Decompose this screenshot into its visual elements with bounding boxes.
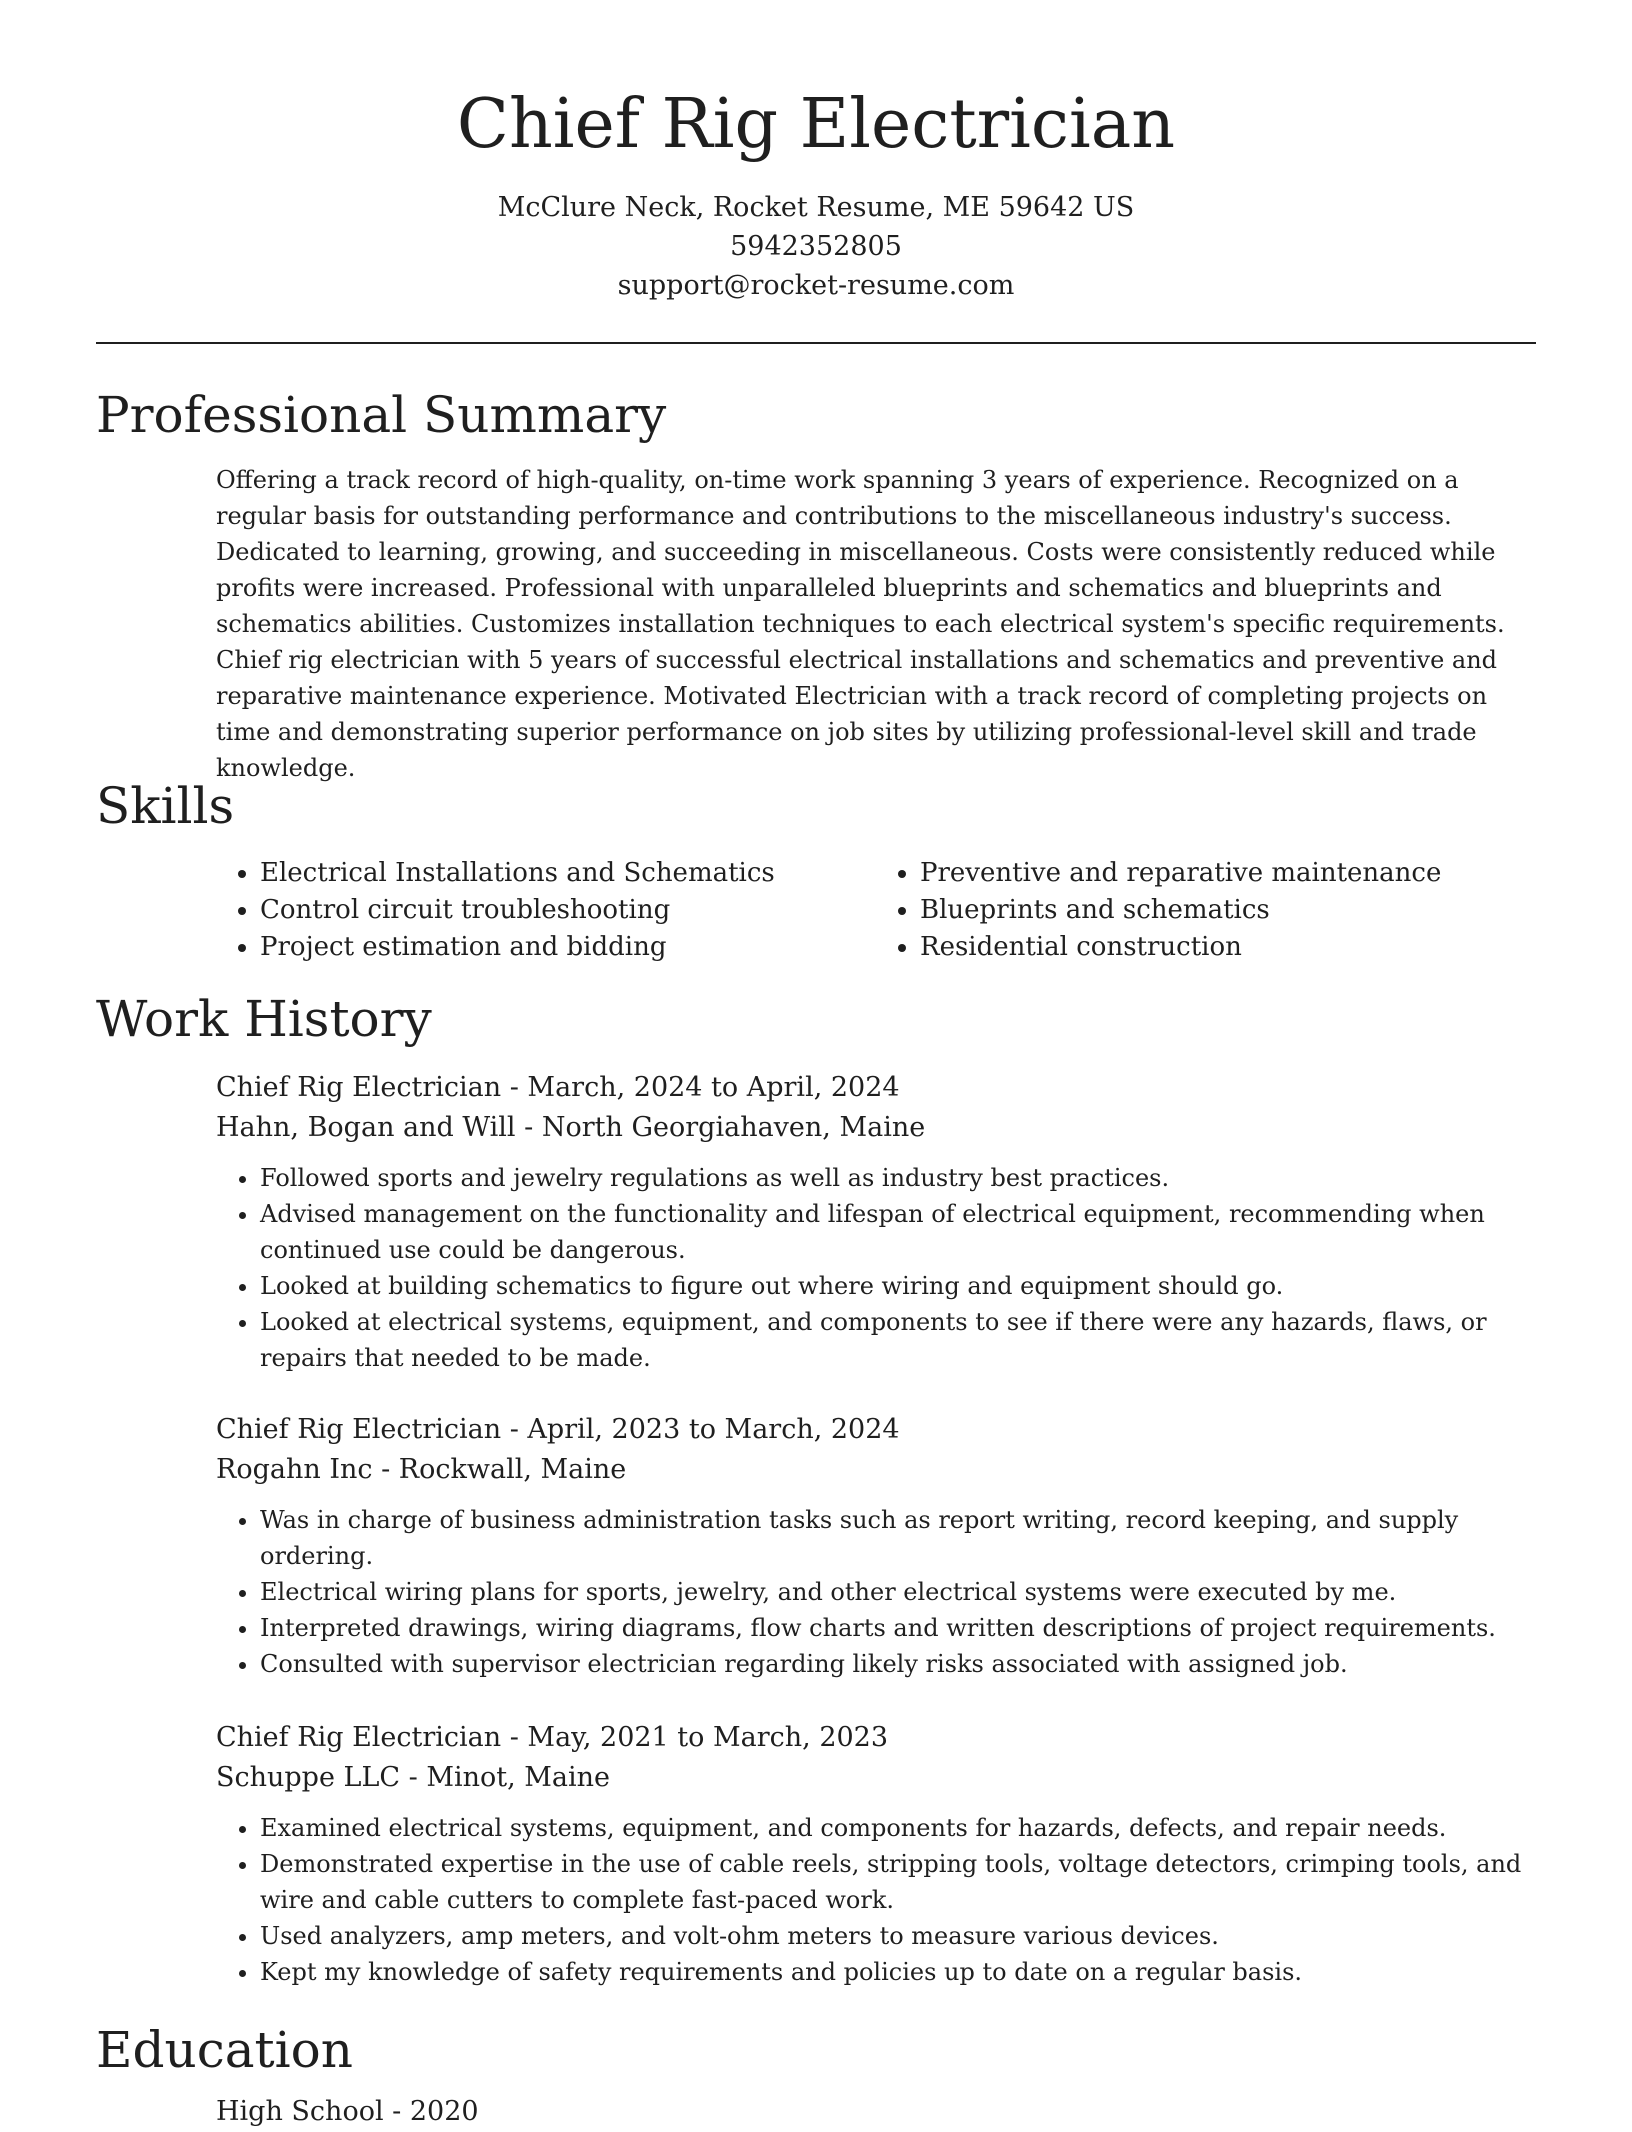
job-company-line: Schuppe LLC - Minot, Maine (216, 1762, 611, 1793)
job-bullet: • Consulted with supervisor electrician regarding likely risks associated with assigned job. (260, 1646, 1538, 1682)
resume-header (96, 80, 1536, 305)
job-title-line: Chief Rig Electrician - March, 2024 to April, 2024 (216, 1072, 900, 1103)
job-entry (216, 1410, 1538, 1682)
skills-column-right (876, 855, 1536, 966)
job-company-line: Hahn, Bogan and Will - North Georgiahaven, Maine (216, 1112, 926, 1143)
job-bullets (216, 1810, 1538, 1990)
education-entry: High School - 2020 (216, 2096, 479, 2127)
candidate-name: Chief Rig Electrician (456, 85, 1176, 164)
skill-item: • Electrical Installations and Schematics (260, 855, 876, 892)
job-entry (216, 1718, 1538, 1990)
summary-text: Offering a track record of high-quality, on-time work spanning 3 years of experience. Recognized on a regular basis for outstanding performance and contributions to the miscellaneous industry's success. Dedicated to learning, growing, and succeeding in miscellaneous. Costs were consistently reduced while profits were increased. Professional with unparalleled blueprints and schematics and blueprints and schematics abilities. Customizes installation techniques to each electrical system's specific requirements. Chief rig electrician with 5 years of successful electrical installations and schematics and preventive and reparative maintenance experience. Motivated Electrician with a track record of completing projects on time and demonstrating superior performance on job sites by utilizing professional-level skill and trade knowledge. (216, 466, 1505, 782)
job-bullet: • Was in charge of business administration tasks such as report writing, record keeping, and supply ordering. (260, 1502, 1538, 1574)
job-bullets (216, 1160, 1538, 1376)
job-bullet: • Electrical wiring plans for sports, jewelry, and other electrical systems were executed by me. (260, 1574, 1538, 1610)
job-bullet: • Kept my knowledge of safety requirements and policies up to date on a regular basis. (260, 1954, 1538, 1990)
header-divider (96, 342, 1536, 344)
email: support@rocket-resume.com (617, 270, 1015, 301)
job-company-line: Rogahn Inc - Rockwall, Maine (216, 1454, 627, 1485)
skill-item: • Control circuit troubleshooting (260, 892, 876, 929)
summary-heading: Professional Summary (96, 386, 667, 444)
skill-item: • Project estimation and bidding (260, 929, 876, 966)
job-title-line: Chief Rig Electrician - May, 2021 to March, 2023 (216, 1722, 889, 1753)
address: McClure Neck, Rocket Resume, ME 59642 US (497, 192, 1135, 223)
skill-item: • Preventive and reparative maintenance (920, 855, 1536, 892)
education-heading: Education (96, 2021, 353, 2079)
work-history-heading: Work History (96, 990, 432, 1048)
job-bullet: • Interpreted drawings, wiring diagrams, flow charts and written descriptions of project requirements. (260, 1610, 1538, 1646)
skills-heading: Skills (96, 777, 235, 835)
job-bullet: • Examined electrical systems, equipment, and components for hazards, defects, and repair needs. (260, 1810, 1538, 1846)
phone: 5942352805 (730, 231, 902, 262)
job-bullet: • Advised management on the functionality and lifespan of electrical equipment, recommending when continued use could be dangerous. (260, 1196, 1538, 1268)
job-bullet: • Used analyzers, amp meters, and volt-ohm meters to measure various devices. (260, 1918, 1538, 1954)
skill-item: • Residential construction (920, 929, 1536, 966)
job-bullet: • Demonstrated expertise in the use of cable reels, stripping tools, voltage detectors, crimping tools, and wire and cable cutters to complete fast-paced work. (260, 1846, 1538, 1918)
skill-item: • Blueprints and schematics (920, 892, 1536, 929)
skills-list (216, 855, 1536, 966)
job-bullet: • Looked at building schematics to figure out where wiring and equipment should go. (260, 1268, 1538, 1304)
skills-column-left (216, 855, 876, 966)
job-bullet: • Looked at electrical systems, equipment, and components to see if there were any hazards, flaws, or repairs that needed to be made. (260, 1304, 1538, 1376)
job-entry (216, 1068, 1538, 1376)
job-bullet: • Followed sports and jewelry regulations as well as industry best practices. (260, 1160, 1538, 1196)
job-title-line: Chief Rig Electrician - April, 2023 to March, 2024 (216, 1414, 900, 1445)
job-bullets (216, 1502, 1538, 1682)
